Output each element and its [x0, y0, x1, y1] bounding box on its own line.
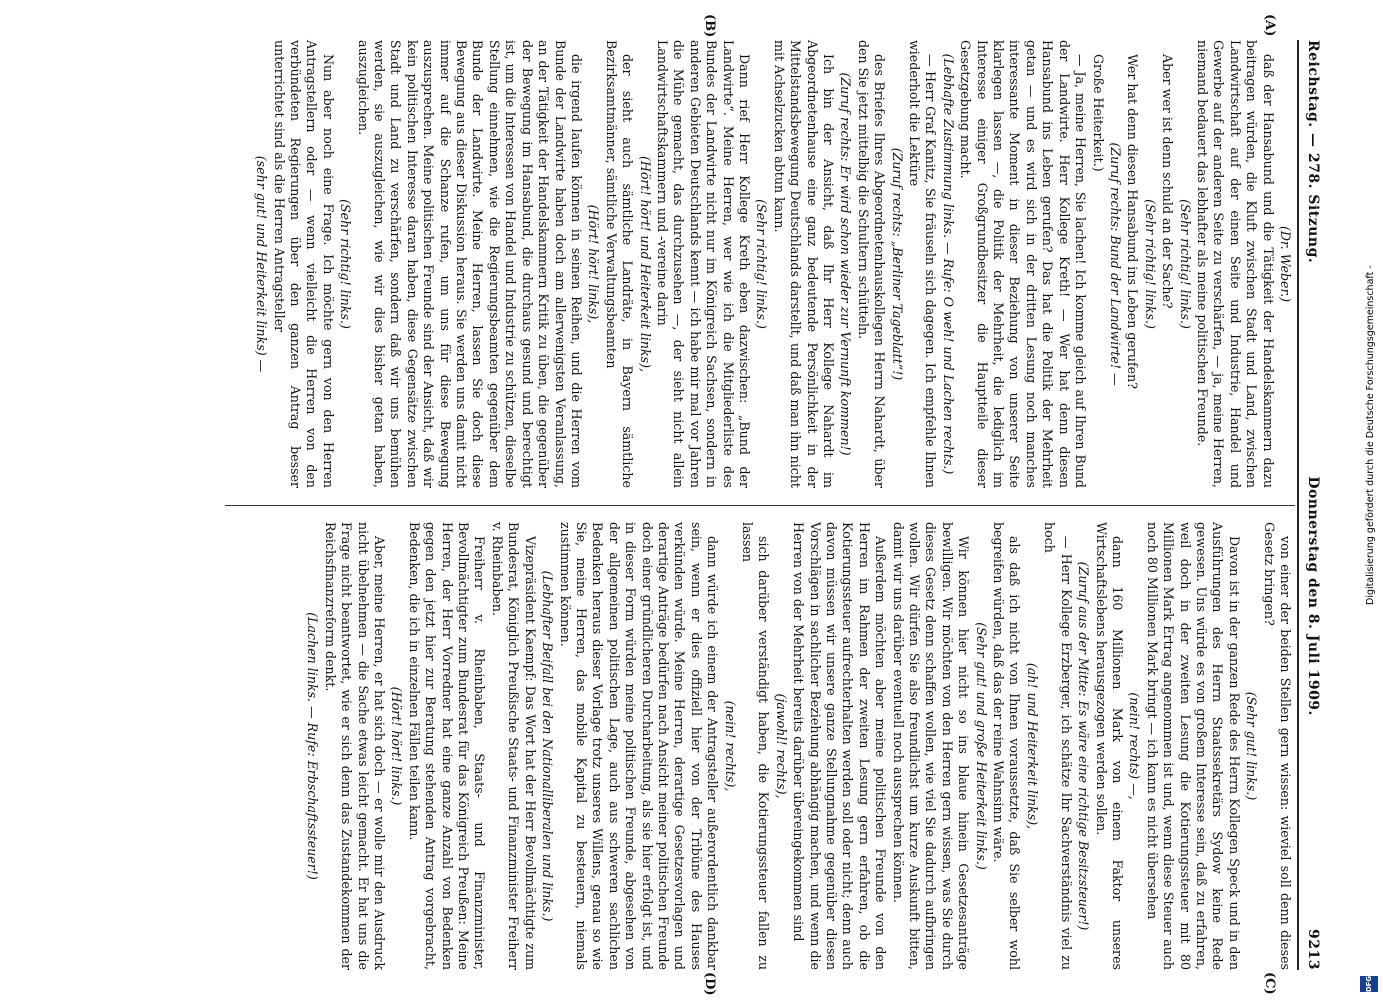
right-column-paragraph: von einer der beiden Stellen gern wissen: wieviel soll denn dieses Gesetz bringen?	[1261, 522, 1293, 970]
right-column-paragraph: dann 160 Millionen Mark von einem Faktor unseres Wirtschaftslebens herausgezogen werden sollen.	[1093, 522, 1125, 970]
left-column-paragraph: (Sehr richtig! links.)	[754, 199, 770, 329]
right-column	[303, 522, 1293, 970]
scanned-page	[35, 0, 1325, 1000]
right-column-paragraph: (Hört! hört! links.)	[389, 686, 405, 806]
left-column-paragraph: Wer hat denn diesen Hansabund ins Leben gerufen?	[1125, 54, 1141, 389]
left-column-paragraph: (Zuruf rechts: Er wird schon wieder zur Vernunft kommen!)	[838, 72, 854, 456]
left-column	[252, 40, 1293, 488]
right-column-paragraph: dann würde ich einem der Antragsteller außerordentlich dankbar sein, wenn er dies offiziell hier von der Tribüne des Hauses verkünden würde. Meine Herren, derartige Gesetzesvorlagen und derartige Anträge bedürfen nach Ansicht meiner politischen Freunde doch einer gründlicheren Durcharbeitung, als sie hier erfolgt ist, und in dieser Form würden meine politischen Freunde, abgesehen von der allgemeinen politischen Lage, auch aus schweren sachlichen Bedenken heraus dieser Vorlage trotz unseres Willens, genau so wie Sie, meine Herren, das mobile Kapital zu besteuern, niemals zustimmen können.	[557, 522, 721, 970]
left-column-paragraph: (Dr. Weber.)	[1278, 225, 1293, 303]
left-column-paragraph: die irgend laufen können in seinen Reihen, und die Herren vom Bunde der Landwirte haben doch am allerwenigsten Veranlassung, an der Tätigkeit der Handelskammern Kritik zu üben, die gegenüber der Bewegung im Hansabund, die durchaus gesund und berechtigt ist, um die Interessen von Handel und Industrie zu schützen, dieselbe Stellung einnehmen, wie die Regierungsbeamten gegenüber dem Bunde der Landwirte. Meine Herren, lassen Sie doch diese Bewegung aus dieser Diskussion heraus. Sie werden uns damit nicht immer auf die Schanze rufen, um uns für diese Bewegung auszusprechen. Meine politischen Freunde sind der Ansicht, daß wir kein politischen Interesse daran haben, diese Gegensätze zwischen Stadt und Land zu verschärfen, sondern daß wir uns bemühen werden, sie auszugleichen, wie wir dies bisher getan haben, auszugleichen.	[355, 40, 584, 488]
right-column-paragraph: (Sehr gut! links.)	[1244, 691, 1260, 801]
left-column-paragraph: — Ja, meine Herren, Sie lachen! Ich komme gleich auf Ihren Bund der Landwirte. Herr Kollege Kreth! — Wer hat denn diesen Hansabund ins Leben gerufen? Das hat die Politik der Mehrheit getan — und es wird sich in der dritten Lesung noch manches interessante Moment in dieser Beziehung von unserer Seite klarlegen lassen —, die Politik der Mehrheit, die lediglich im Interesse einiger Großgrundbesitzer die Hauptteile dieser Gesetzgebung macht.	[958, 40, 1089, 488]
dfg-logo-icon: DFG	[1360, 976, 1378, 992]
right-column-paragraph: Aber, meine Herren, er hat sich doch — er wolle mir den Ausdruck nicht übelnehmen — die Sache etwas leicht gemacht. Er hat uns die Frage nicht beantwortet, wie er sich denn das Zustandekommen der Reichsfinanzreform denkt.	[322, 522, 388, 970]
right-column-paragraph: als daß ich nicht von Ihnen voraussetzte, daß Sie selber wohl begreifen würden, daß das der reine Wahnsinn wäre.	[991, 522, 1023, 970]
left-column-paragraph: (Sehr richtig! links.)	[338, 199, 354, 329]
page-number: 9213	[1305, 929, 1321, 970]
header-date: Donnerstag den 8. Juli 1909.	[1305, 476, 1321, 716]
margin-mark-a: (A)	[1262, 14, 1277, 37]
left-column-paragraph: (Zuruf rechts: „Berliner Tageblatt“!)	[889, 147, 905, 381]
left-column-paragraph: (Zuruf rechts: Bund der Landwirte! —	[1107, 142, 1123, 386]
left-column-paragraph: Aber wer ist denn schuld an der Sache?	[1160, 54, 1176, 309]
right-column-paragraph: (nein! rechts),	[722, 700, 738, 792]
right-column-paragraph: Wir können hier nicht so ins blaue hinein Gesetzesanträge bewilligen. Wir möchten von den Herren gern wissen, was Sie durch dieses Gesetz denn schaffen wollen, wie viel Sie dadurch aufbringen wollen. Wir dürfen Sie also freundlichst um kurze Auskunft bitten, damit wir uns darüber eventuell noch aussprechen können.	[890, 522, 972, 970]
left-column-paragraph: (Hört! hört! links),	[586, 204, 602, 324]
header-left: Reichstag. — 278. Sitzung.	[1305, 40, 1321, 264]
left-column-paragraph: daß der Hansabund und die Tätigkeit der Handelskammern dazu beitragen würden, die Kluft zwischen Stadt und Land, zwischen Landwirtschaft auf der einen Seite und Industrie, Handel und Gewerbe auf der anderen Seite zu verschärfen, — ja, meine Herren, niemand bedauert das lebhafter als meine politischen Freunde.	[1194, 40, 1276, 488]
left-column-paragraph: — Herr Graf Kanitz, Sie fräuseln sich dagegen. Ich empfehle Ihnen wiederholt die Lektüre	[907, 40, 939, 488]
left-column-paragraph: Nun aber noch eine Frage. Ich möchte gern von den Herren Antragstellern oder — wenn vielleicht die Herren von den verbündeten Regierungen über den ganzen Antrag besser unterrichtet sind als die Herren Antragsteller	[271, 40, 336, 488]
right-column-paragraph: Vizepräsident Kaempf: Das Wort hat der Herr Bevollmächtigte zum Bundesrat, Königlich Preußische Staats- und Finanzminister Freiherr v. Rheinbaben.	[489, 522, 538, 970]
left-column-paragraph: (Sehr richtig! links.)	[1177, 199, 1193, 329]
left-column-paragraph: des Briefes Ihres Abgeordnetenhauskollegen Herrn Nahardt, über den Sie jetzt mittelbig die Schultern schütteln.	[855, 40, 888, 488]
header-rule	[1297, 40, 1299, 970]
right-column-paragraph: (jawohl! rechts),	[773, 693, 789, 799]
column-rule	[225, 505, 1295, 506]
left-column-paragraph: (Hört! hört! und Heiterkeit links),	[637, 155, 653, 373]
left-column-paragraph: (Sehr richtig! links.)	[1142, 199, 1158, 329]
right-column-paragraph: (Sehr gut! und große Heiterkeit links.)	[973, 622, 989, 870]
right-column-paragraph: (Lachen links. — Rufe: Erbschaftssteuer!)	[305, 612, 321, 880]
right-column-paragraph: Davon ist in der ganzen Rede des Herrn Kollegen Speck und in den Ausführungen des Herrn Staatssekretärs Sydow keine Rede gewesen. Uns würde es von großem Interesse sein, daß zu erfahren, weil doch in der zweiten Lesung die Kotierungssteuer mit 80 Millionen Mark Ertrag angenommen ist und, wenn diese Steuer auch noch 80 Millionen Mark bringt — ich kann es nicht übersehen	[1144, 522, 1242, 970]
left-column-paragraph: (sehr gut! und Heiterkeit links) —	[254, 155, 270, 373]
digitization-credit: Digitalisierung gefördert durch die Deutsche Forschungsgemeinschaft -	[1365, 265, 1376, 605]
page-header	[1301, 40, 1325, 970]
left-column-paragraph: Dann rief Herr Kollege Kreth eben dazwischen: „Bund der Landwirte“. Meine Herren, wer wie ich die Mitgliederliste des Bundes der Landwirte nicht nur im Königreich Sachsen, sondern in anderen Gebieten Deutschlands kennt — ich habe mir mal vor Jahren die Mühe gemacht, das durchzusehen —, der sieht nicht allein Landwirtschaftskammern und -vereine darin	[654, 40, 752, 488]
margin-mark-d: (D)	[702, 972, 717, 996]
left-column-paragraph: der sieht auch sämtliche Landräte, in Bayern sämtliche Bezirksamtmänner, sämtliche Verwaltungsbeamten	[603, 40, 636, 488]
left-column-paragraph: Ich bin der Ansicht, daß Ihr Herr Kollege Nahardt im Abgeordnetenhause eine ganz bedeutende Persönlichkeit in der Mittelstandsbewegung Deutschlands darstellt, und daß man ihn nicht mit Achselzucken abtun kann.	[771, 40, 837, 488]
right-column-paragraph: (Lebhafter Beifall bei den Nationalliberalen und links.)	[540, 570, 556, 922]
right-column-paragraph: Freiherr v. Rheinbaben, Staats- und Finanzminister, Bevollmächtigter zum Bundesrat für das Königreich Preußen: Meine Herren, der Herr Vorredner hat eine ganze Anzahl von Bedenken gegen den jetzt hier zur Beratung stehenden Antrag vorgebracht, Bedenken, die ich in einzelnen Fällen teilen kann.	[406, 522, 488, 970]
right-column-paragraph: (ah! und Heiterkeit links),	[1024, 662, 1040, 830]
margin-mark-c: (C)	[1262, 972, 1277, 995]
right-column-paragraph: — Herr Kollege Erzberger, ich schätze Ihr Sachverständnis viel zu hoch	[1042, 522, 1074, 970]
margin-mark-b: (B)	[702, 14, 717, 38]
left-column-paragraph: Große Heiterkeit.)	[1090, 54, 1106, 172]
right-column-paragraph: Außerdem möchten aber meine politischen Freunde von den Herren im Rahmen der zweiten Lesung gern erfahren, ob die Kotierungssteuer aufrechterhalten werden soll oder nicht; denn auch davon müssen wir unsere ganze Stellungnahme gegenüber diesen Vorschlägen in sachlicher Beziehung abhängig machen, und wenn die Herren von der Mehrheit bereits darüber übereingekommen sind	[791, 522, 889, 970]
right-column-paragraph: (Zuruf aus der Mitte: Es wäre eine richtige Besitzsteuer!)	[1076, 561, 1092, 931]
left-column-paragraph: (Lebhafte Zustimmung links. — Rufe: O weh! und Lachen rechts.)	[940, 53, 956, 475]
right-column-paragraph: (nein! rechts) —,	[1127, 692, 1143, 800]
right-column-paragraph: sich darüber verständigt haben, die Kotierungssteuer fallen zu lassen	[740, 522, 772, 970]
